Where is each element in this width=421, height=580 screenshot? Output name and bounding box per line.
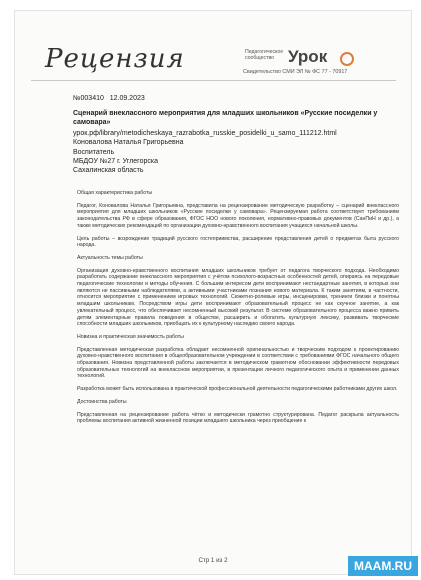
section-paragraph: Представленная методическая разработка обладает несомненной оригинальностью и творческим подходом к проектированию духовно-нравственного воспитания в общеобразовательном учреждении в соответствии с требованиями ФГОС начального общего образования. Новизна представленной работы заключается в методическом грамотном обосновании эффективности передовых образовательных технологий на внеклассном мероприятии, в презентации личного педагогического опыта и применении данных технологий. — [77, 346, 399, 380]
maam-watermark: MAAM.RU — [348, 556, 418, 576]
section-paragraph: Цель работы – возрождение традиций русского гостеприимства, расширение представления детей о предметах быта русского народа. — [77, 235, 399, 249]
section-heading: Актуальность темы работы — [77, 254, 143, 261]
document-meta — [73, 95, 145, 102]
author-institution: МБДОУ №27 г. Углегорска — [73, 157, 158, 165]
section-heading: Новизна и практическая значимость работы — [77, 333, 184, 340]
author-region: Сахалинская область — [73, 167, 144, 175]
section-heading: Достоинства работы — [77, 398, 127, 405]
review-body — [77, 190, 399, 431]
author-info — [73, 129, 393, 175]
review-logo: Рецензия — [45, 44, 185, 74]
brand-name: Урок — [288, 47, 328, 66]
publisher-label: Педагогическое сообщество — [245, 49, 284, 61]
section-paragraph: Разработка может быть использована в практической профессиональной деятельности педагогическими работниками других школ. — [77, 386, 398, 393]
material-link: урок.рф/library/metodicheskaya_razrabotka_russkie_posidelki_u_samo_111212.html — [73, 130, 337, 137]
brand-logo-icon — [340, 52, 354, 66]
page-counter: Стр 1 из 2 — [198, 557, 228, 564]
document-title: Сценарий внеклассного мероприятия для младших школьников «Русские посиделки у самовара» — [73, 110, 378, 126]
author-name: Коновалова Наталья Григорьевна — [73, 139, 184, 147]
media-certificate: Свидетельство СМИ ЭЛ № ФС 77 - 70917 — [243, 69, 348, 75]
document-header — [15, 11, 411, 89]
header-divider — [31, 80, 396, 81]
author-position: Воспитатель — [73, 148, 115, 156]
section-paragraph: Представленная на рецензирование работа чётко и методически грамотно структурирована. Педагог раскрыла актуальность проблемы воспитания активной жизненной позиции младшего школьника через приобщение к — [77, 411, 399, 425]
section-heading: Общая характеристика работы — [77, 190, 153, 196]
doc-date: 12.09.2023 — [109, 95, 145, 102]
review-document-page — [14, 10, 412, 575]
section-paragraph: Педагог, Коновалова Наталья Григорьевна, представила на рецензирование методическую разработку – сценарий внеклассного мероприятия для младших школьников «Русские посиделки у самовара». Рецензируемая работа соответствует требованиям законодательства РФ в сфере образования, ФГОС НОО нового поколения, нормативно-правовых документов (СанПиН и др.), а также методических рекомендаций по организации духовно-нравственного воспитания учащихся начальной школы. — [77, 202, 399, 229]
section-paragraph: Организация духовно-нравственного воспитания младших школьников требует от педагога творческого подхода. Необходимо разработать содержание внеклассного мероприятия с учётом психолого-возрастных особенностей детей, опираясь на передовые педагогические технологии и методы обучения. С большим интересом дети воспринимают нестандартные занятия, в которых они являются не пассивными наблюдателями, а активными участниками познания нового материала. К таким занятиям, в частности, относится мероприятие с применением игровых технологий. Сюжетно-ролевые игры, инсценировки, тренинги близки и понятны младшим школьникам. Посредством игры дети воспринимают образовательный процесс не как скучное занятие, а как увлекательный процесс, что обеспечивает несомненный высокий результат. В системе образовательного процесса важно привить детям элементарные правила поведения в обществе, расширить и обогатить культурную лексику, развивать творческие способности младших школьников, приобщать их к культурному наследию своего народа. — [77, 267, 399, 328]
doc-number: №003410 — [73, 95, 104, 102]
